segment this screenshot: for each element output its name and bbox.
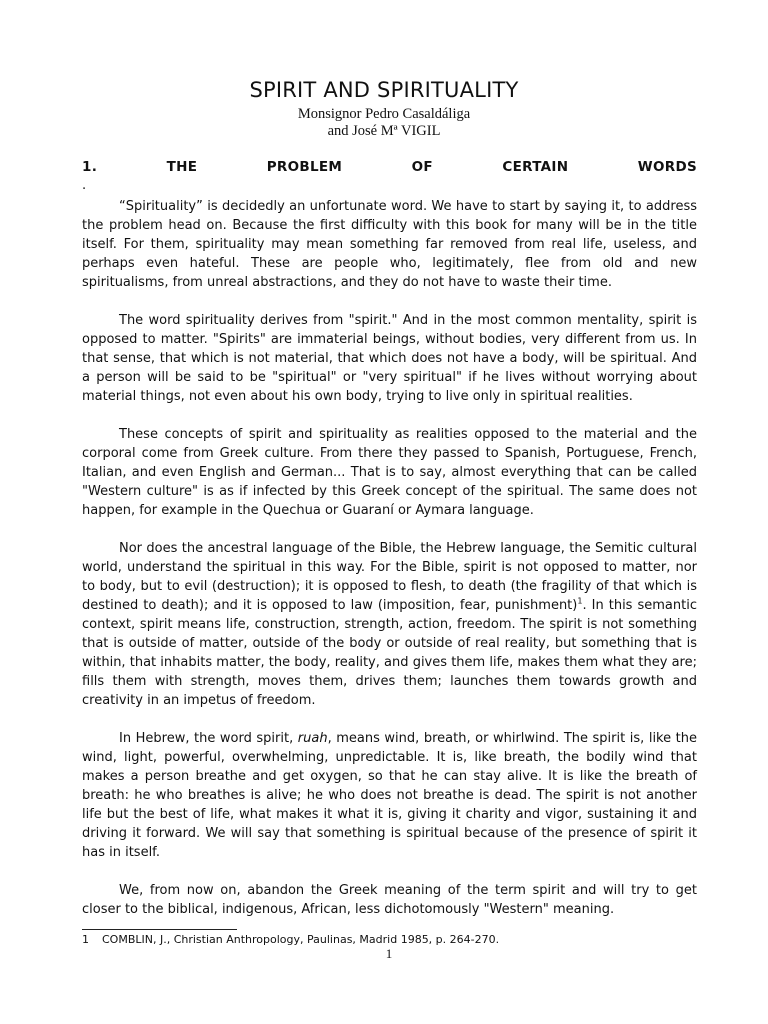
paragraph bbox=[82, 539, 697, 710]
paragraph-text: In Hebrew, the word spirit, bbox=[119, 731, 298, 746]
footnote bbox=[82, 932, 499, 947]
paragraph: The word spirituality derives from "spirit." And in the most common mentality, spirit is opposed to matter. "Spirits" are immaterial beings, without bodies, very different from us. In that sense, that which is not material, that which does not have a body, will be spiritual. And a person will be said to be "spiritual" or "very spiritual" if he lives without worrying about material things, not even about his own body, trying to live only in spiritual realities. bbox=[82, 313, 697, 404]
body-text bbox=[82, 197, 697, 938]
author-line-2: and José Mª VIGIL bbox=[327, 123, 441, 139]
heading-trailing-mark: . bbox=[82, 178, 87, 193]
paragraph: We, from now on, abandon the Greek meaning of the term spirit and will try to get closer to the biblical, indigenous, African, less dichotomously "Western" meaning. bbox=[82, 883, 697, 917]
heading-word: PROBLEM bbox=[266, 159, 343, 175]
author-line-1: Monsignor Pedro Casaldáliga bbox=[297, 106, 471, 122]
heading-word: CERTAIN bbox=[502, 159, 569, 175]
paragraph: These concepts of spirit and spirituality as realities opposed to the material and the corporal come from Greek culture. From there they passed to Spanish, Portuguese, French, Italian, and even English and German... That is to say, almost everything that can be called "Western culture" is as if infected by this Greek concept of the spiritual. The same does not happen, for example in the Quechua or Guaraní or Aymara language. bbox=[82, 427, 697, 518]
footnote-text: COMBLIN, J., Christian Anthropology, Paulinas, Madrid 1985, p. 264-270. bbox=[102, 933, 500, 946]
heading-word: OF bbox=[411, 159, 433, 175]
paragraph-text: Nor does the ancestral language of the Bible, the Hebrew language, the Semitic cultural world, understand the spiritual in this way. For the Bible, spirit is not opposed to matter, nor to body, but to evil (destruction); it is opposed to flesh, to death (the fragility of that which is destined to death); and it is opposed to law (imposition, fear, punishment) bbox=[82, 541, 697, 613]
paragraph: “Spirituality” is decidedly an unfortunate word. We have to start by saying it, to address the problem head on. Because the first difficulty with this book for many will be in the title itself. For them, spirituality may mean something far removed from real life, useless, and perhaps even hateful. These are people who, legitimately, flee from old and new spiritualisms, from unreal abstractions, and they do not have to waste their time. bbox=[82, 199, 697, 290]
heading-word: THE bbox=[166, 159, 198, 175]
heading-word: WORDS bbox=[637, 159, 697, 175]
document-title: SPIRIT AND SPIRITUALITY bbox=[249, 78, 519, 102]
paragraph bbox=[82, 729, 697, 862]
footnote-reference[interactable]: 1 bbox=[577, 596, 583, 606]
footnote-number: 1 bbox=[82, 933, 89, 946]
paragraph-text: . In this semantic context, spirit means life, construction, strength, action, freedom. The spirit is not something that is outside of matter, outside of the body or outside of real reality, but something that is within, that inhabits matter, the body, reality, and gives them life, makes them what they are; fills them with strength, moves them, drives them; launches them towards growth and creativity in an impetus of freedom. bbox=[82, 598, 697, 708]
heading-word: 1. bbox=[82, 159, 98, 175]
author-block bbox=[0, 106, 768, 140]
section-heading bbox=[82, 159, 697, 175]
footnote-divider bbox=[82, 929, 237, 930]
italic-term: ruah bbox=[297, 731, 328, 746]
page-number: 1 bbox=[385, 946, 393, 961]
paragraph-text: , means wind, breath, or whirlwind. The spirit is, like the wind, light, powerful, overwhelming, unpredictable. It is, like breath, the bodily wind that makes a person breathe and get oxygen, so that he can stay alive. It is like the breath of breath: he who breathes is alive; he who does not breathe is dead. The spirit is not another life but the best of life, what makes it what it is, giving it charity and vigor, sustaining it and driving it forward. We will say that something is spiritual because of the presence of spirit it has in itself. bbox=[82, 731, 697, 860]
